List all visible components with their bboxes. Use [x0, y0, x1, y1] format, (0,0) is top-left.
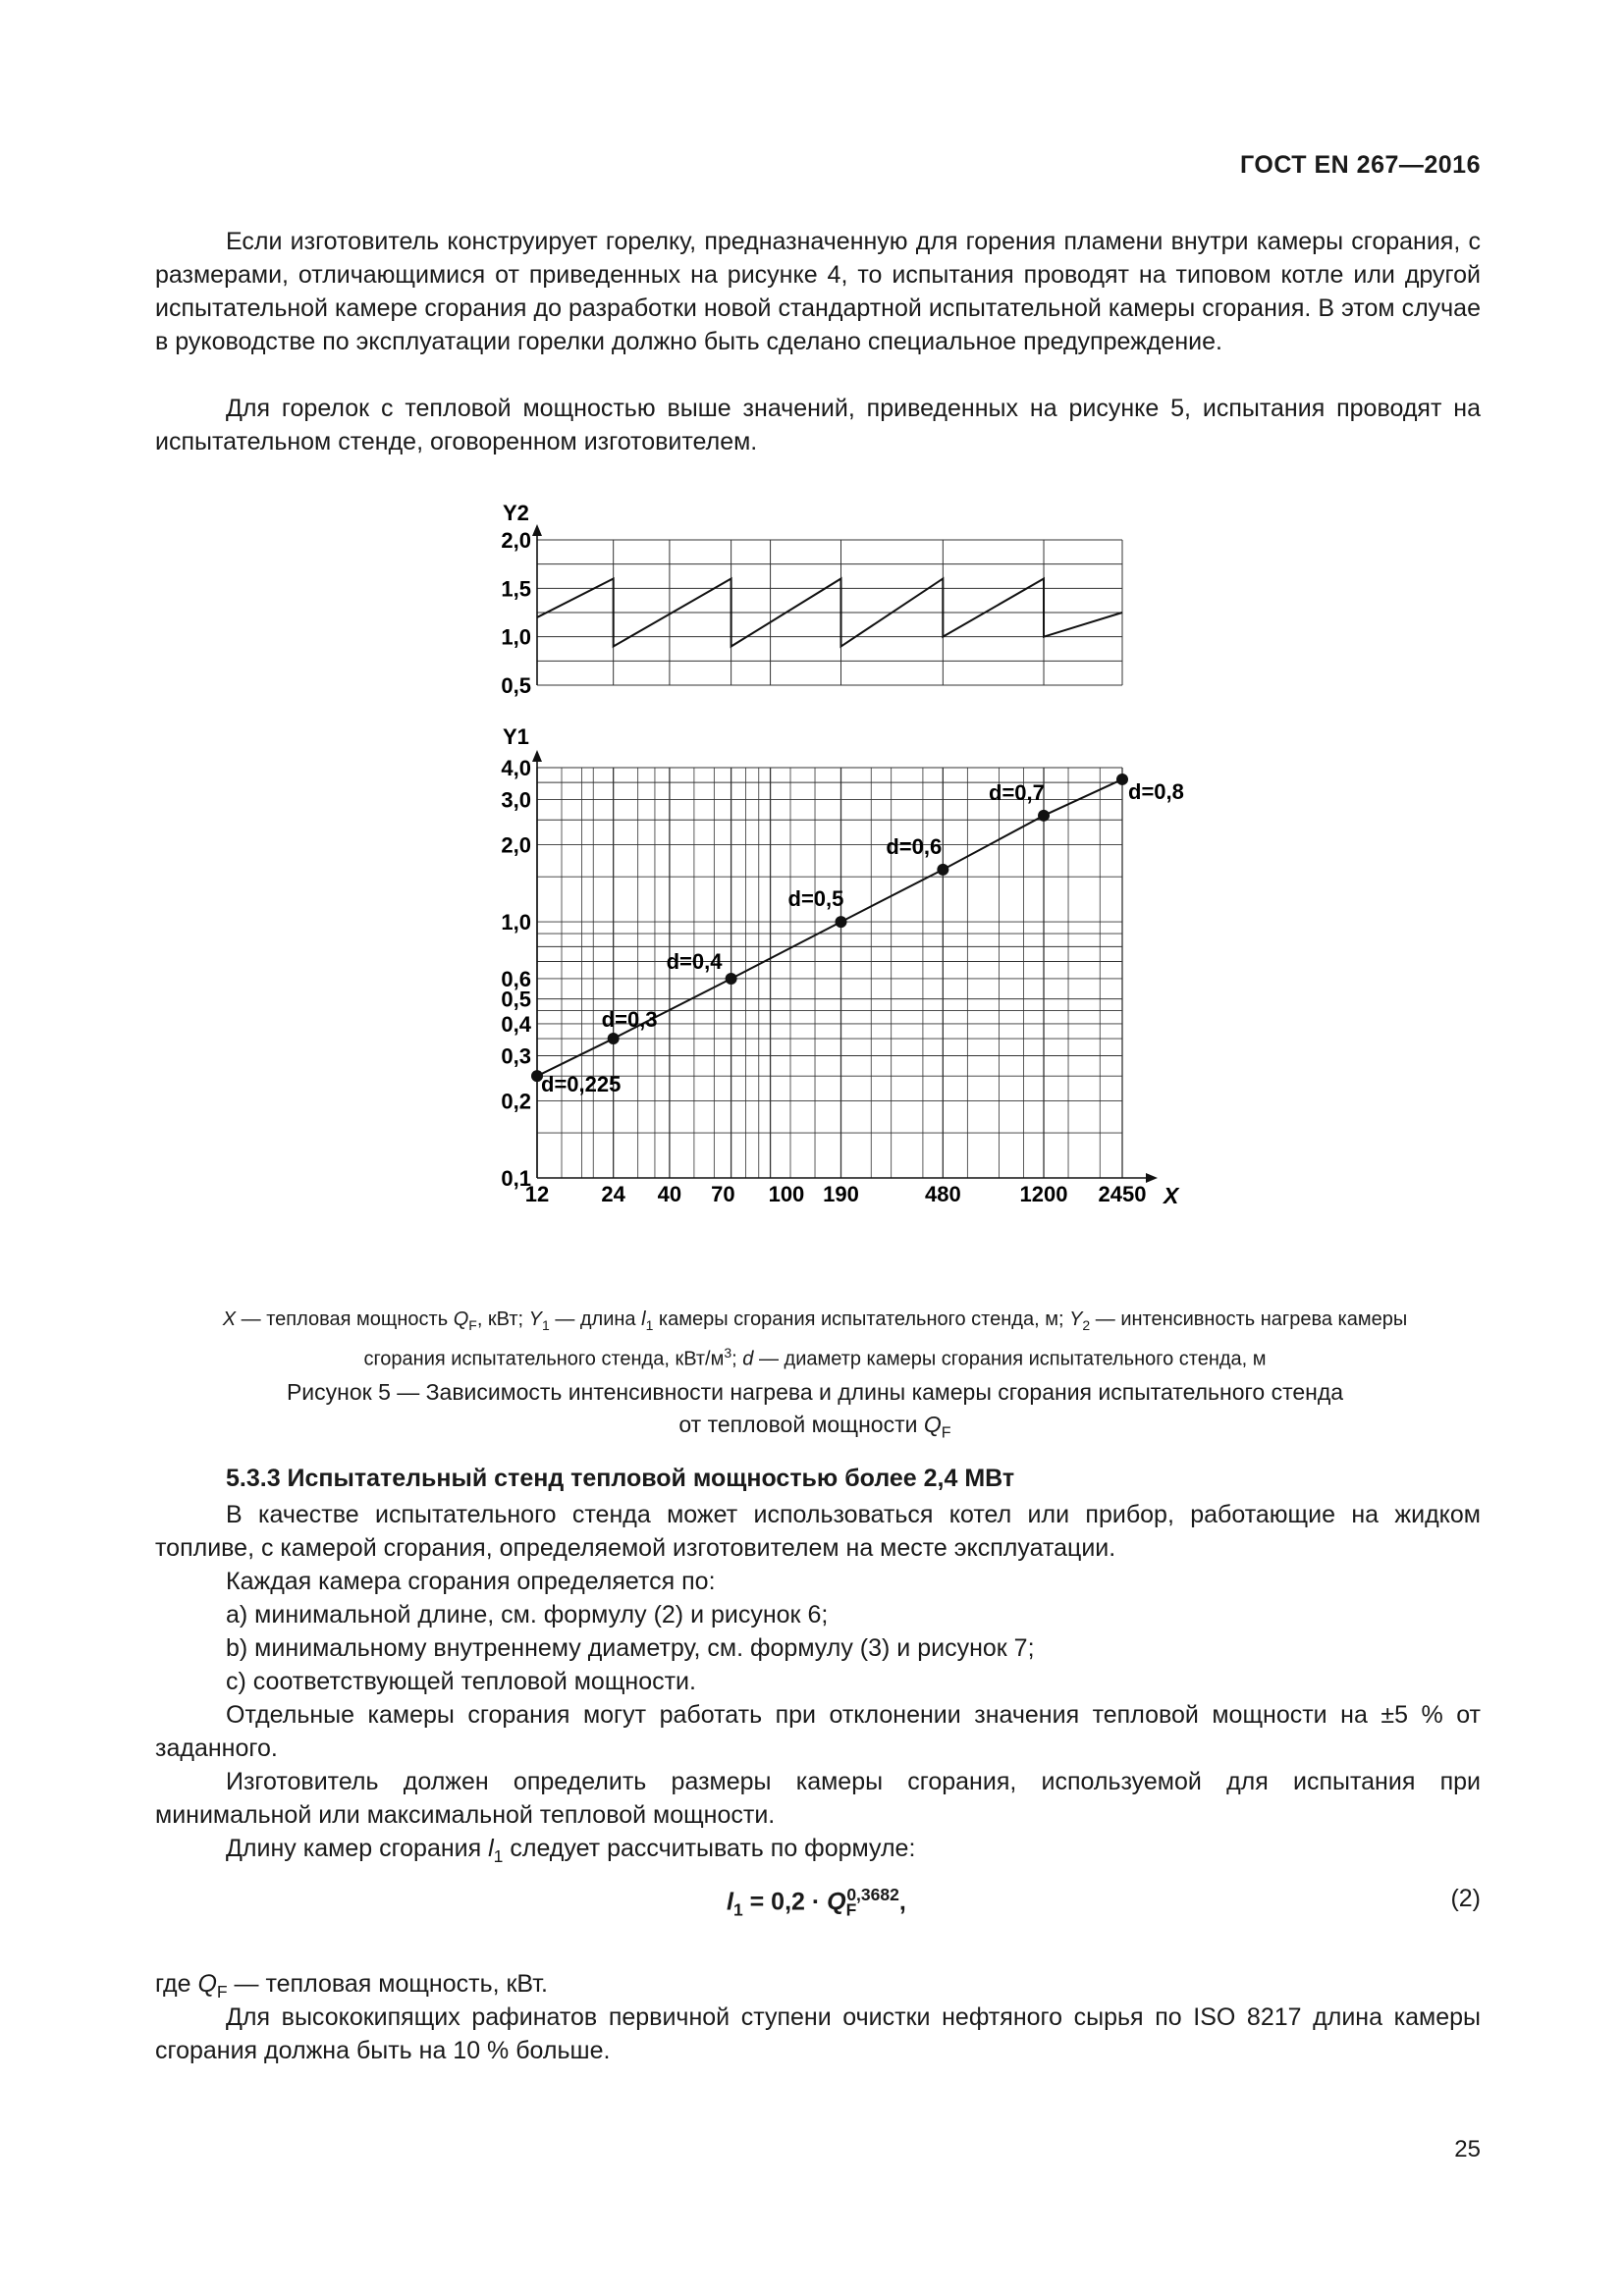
y1-tick-label: 0,3 [501, 1043, 531, 1069]
figure-title-line-2: от тепловой мощности $Q_F$ [678, 1412, 951, 1442]
section-paragraph-5: Длину камер сгорания $l_1$ следует рассчитывать по формуле: [226, 1835, 916, 1866]
data-point [1116, 774, 1128, 785]
y2-axis-label: Y2 [503, 501, 529, 525]
y1-axis-label: Y1 [503, 724, 529, 749]
data-point-label: d=0,3 [601, 1007, 658, 1033]
formula-2: $l_1 = 0,2 \cdot Q_F^{0,3682}$, [727, 1885, 906, 1920]
data-point-label: d=0,225 [541, 1072, 622, 1097]
data-point-label: d=0,5 [787, 886, 844, 912]
y1-axis-arrow [532, 750, 542, 762]
section-paragraph-4: Изготовитель должен определить размеры камеры сгорания, используемой для испытания при минимальной или максимальной тепловой мощности. [155, 1768, 1481, 1829]
data-point-label: d=0,4 [666, 948, 723, 974]
y1-tick-label: 0,6 [501, 966, 531, 991]
y1-tick-label: 1,0 [501, 910, 531, 935]
x-tick-label: 190 [823, 1182, 859, 1206]
x-tick-label: 2450 [1098, 1182, 1147, 1206]
y2-tick-label: 0,5 [501, 673, 531, 698]
page-number: 25 [1454, 2136, 1481, 2163]
list-item-a: а) минимальной длине, см. формулу (2) и рисунок 6; [226, 1601, 829, 1629]
section-heading: 5.3.3 Испытательный стенд тепловой мощностью более 2,4 МВт [226, 1465, 1015, 1492]
y1-tick-label: 0,5 [501, 987, 531, 1012]
x-tick-label: 12 [524, 1182, 550, 1206]
figure-legend [147, 1306, 1483, 1373]
list-item-b: b) минимальному внутреннему диаметру, см. формулу (3) и рисунок 7; [226, 1634, 1035, 1662]
section-paragraph-2: Каждая камера сгорания определяется по: [226, 1568, 716, 1595]
y2-axis-arrow [532, 524, 542, 536]
data-point [608, 1033, 620, 1044]
data-point [836, 916, 847, 928]
section-paragraph-1: В качестве испытательного стенда может использоваться котел или прибор, работающие на жидком топливе, с камерой сгорания, определяемой изготовителем на месте эксплуатации. [155, 1501, 1481, 1562]
y1-tick-label: 0,1 [501, 1166, 531, 1191]
y1-tick-label: 4,0 [501, 756, 531, 780]
x-axis-arrow [1146, 1173, 1158, 1183]
figure-legend-line-1: X — тепловая мощность $Q_F$, кВт; $Y_1$ — длина $l_1$ камеры сгорания испытательного стенда, м; $Y_2$ — интенсивность нагрева камеры [222, 1308, 1408, 1333]
data-point-label: d=0,8 [1128, 778, 1184, 804]
y1-panel [501, 724, 1183, 1208]
y1-tick-label: 0,2 [501, 1089, 531, 1114]
data-point [937, 864, 948, 876]
data-point [1038, 810, 1050, 822]
x-tick-label: 480 [924, 1182, 961, 1206]
data-point-label: d=0,7 [989, 779, 1045, 805]
x-tick-label: 100 [768, 1182, 805, 1206]
where-clause: где $Q_F$ — тепловая мощность, кВт. [155, 1970, 548, 2002]
y2-tick-label: 2,0 [501, 528, 531, 553]
figure-title [147, 1376, 1483, 1450]
x-tick-label: 24 [601, 1182, 625, 1206]
intro-paragraph-2: Для горелок с тепловой мощностью выше значений, приведенных на рисунке 5, испытания проводят на испытательном стенде, оговоренном изготовителем. [155, 395, 1481, 455]
x-tick-label: 70 [711, 1182, 735, 1206]
document-id: ГОСТ EN 267—2016 [1240, 151, 1481, 179]
y2-tick-label: 1,0 [501, 624, 531, 650]
x-tick-label: 40 [657, 1182, 682, 1206]
figure-legend-line-2: сгорания испытательного стенда, кВт/$м^3$; d — диаметр камеры сгорания испытательного стенда, м [363, 1345, 1267, 1370]
y2-panel [501, 501, 1122, 698]
x-axis-label: X [1164, 1183, 1179, 1208]
y2-tick-label: 1,5 [501, 576, 531, 602]
intro-paragraph-1: Если изготовитель конструирует горелку, предназначенную для горения пламени внутри камеры сгорания, с размерами, отличающимися от приведенных на рисунке 4, то испытания проводят на типовом котле или другой испытательной камере сгорания до разработки новой стандартной испытательной камеры сгорания. В этом случае в руководстве по эксплуатации горелки должно быть сделано специальное предупреждение. [155, 228, 1481, 355]
data-point [726, 973, 737, 985]
x-tick-label: 1200 [1019, 1182, 1068, 1206]
equation-number: (2) [1450, 1885, 1481, 1912]
section-paragraph-3: Отдельные камеры сгорания могут работать при отклонении значения тепловой мощности на ±5 % от заданного. [155, 1701, 1481, 1762]
y1-tick-label: 2,0 [501, 832, 531, 858]
y1-tick-label: 0,4 [501, 1011, 531, 1037]
y1-tick-label: 3,0 [501, 787, 531, 813]
list-item-c: с) соответствующей тепловой мощности. [226, 1668, 696, 1695]
data-point-label: d=0,6 [886, 833, 943, 859]
section-paragraph-6: Для высококипящих рафинатов первичной ступени очистки нефтяного сырья по ISO 8217 длина камеры сгорания должна быть на 10 % больше. [155, 2003, 1481, 2064]
figure-5-chart [471, 491, 1218, 1217]
figure-title-line-1: Рисунок 5 — Зависимость интенсивности нагрева и длины камеры сгорания испытательного стенда [286, 1379, 1344, 1405]
